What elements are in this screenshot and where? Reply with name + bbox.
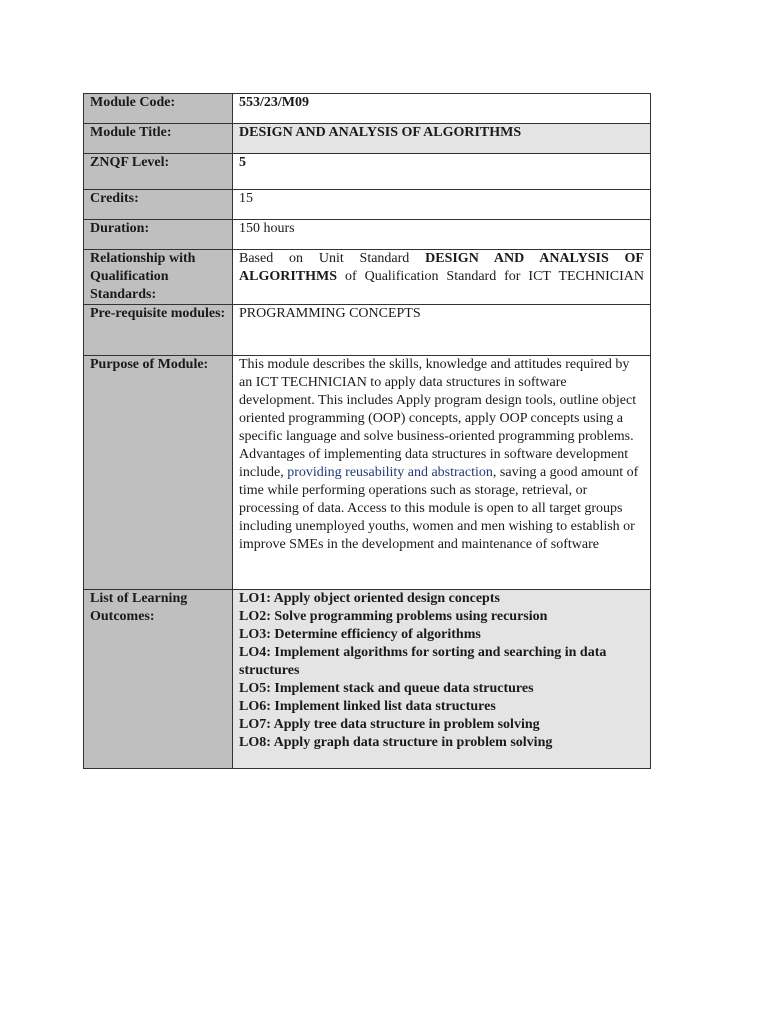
module-descriptor-table [83, 93, 651, 769]
row-relationship [84, 250, 651, 305]
prerequisite-value: PROGRAMMING CONCEPTS [233, 305, 651, 356]
credits-value: 15 [233, 190, 651, 220]
znqf-level-label: ZNQF Level: [84, 154, 233, 190]
row-duration [84, 220, 651, 250]
relationship-value [233, 250, 651, 305]
purpose-text-after: , saving a good amount of time while performing operations such as storage, retrieval, or processing of data. Access to this module is open to all target groups including unemployed youths, women and men wishing to establish or improve SMEs in the development and maintenance of software [239, 465, 639, 552]
learning-outcome-item: LO3: Determine efficiency of algorithms [239, 627, 481, 642]
duration-value: 150 hours [233, 220, 651, 250]
prerequisite-label: Pre-requisite modules: [84, 305, 233, 356]
learning-outcomes-label: List of Learning Outcomes: [84, 590, 233, 769]
row-prerequisite [84, 305, 651, 356]
row-module-title [84, 124, 651, 154]
relationship-label: Relationship with Qualification Standards: [84, 250, 233, 305]
credits-label: Credits: [84, 190, 233, 220]
learning-outcome-item: LO2: Solve programming problems using recursion [239, 609, 548, 624]
purpose-value [233, 356, 651, 590]
learning-outcome-item: LO7: Apply tree data structure in problem solving [239, 717, 540, 732]
relationship-prefix: Based on Unit Standard [239, 251, 426, 266]
relationship-suffix: of Qualification Standard for ICT TECHNICIAN [337, 269, 644, 284]
duration-label: Duration: [84, 220, 233, 250]
module-code-label: Module Code: [84, 94, 233, 124]
purpose-text-before: This module describes the skills, knowledge and attitudes required by an ICT TECHNICIAN to apply data structures in software development. This includes Apply program design tools, outline object oriented programming (OOP) concepts, apply OOP concepts using a specific language and solve business-oriented programming problems. Advantages of implementing data structures in software development include, [239, 357, 637, 480]
znqf-level-value: 5 [233, 154, 651, 190]
learning-outcomes-list [233, 590, 651, 769]
purpose-highlight-link: providing reusability and abstraction [287, 465, 493, 480]
row-credits [84, 190, 651, 220]
row-purpose [84, 356, 651, 590]
learning-outcome-item: LO6: Implement linked list data structures [239, 699, 496, 714]
learning-outcome-item: LO5: Implement stack and queue data structures [239, 681, 534, 696]
relationship-unit-standard-title: DESIGN AND ANALYSIS OF ALGORITHMS [239, 251, 644, 284]
purpose-label: Purpose of Module: [84, 356, 233, 590]
learning-outcome-item: LO1: Apply object oriented design concepts [239, 591, 500, 606]
module-title-value: DESIGN AND ANALYSIS OF ALGORITHMS [233, 124, 651, 154]
module-code-value: 553/23/M09 [233, 94, 651, 124]
row-learning-outcomes [84, 590, 651, 769]
module-title-label: Module Title: [84, 124, 233, 154]
row-module-code [84, 94, 651, 124]
row-znqf-level [84, 154, 651, 190]
learning-outcome-item: LO4: Implement algorithms for sorting and searching in data structures [239, 645, 607, 678]
learning-outcome-item: LO8: Apply graph data structure in problem solving [239, 735, 553, 750]
